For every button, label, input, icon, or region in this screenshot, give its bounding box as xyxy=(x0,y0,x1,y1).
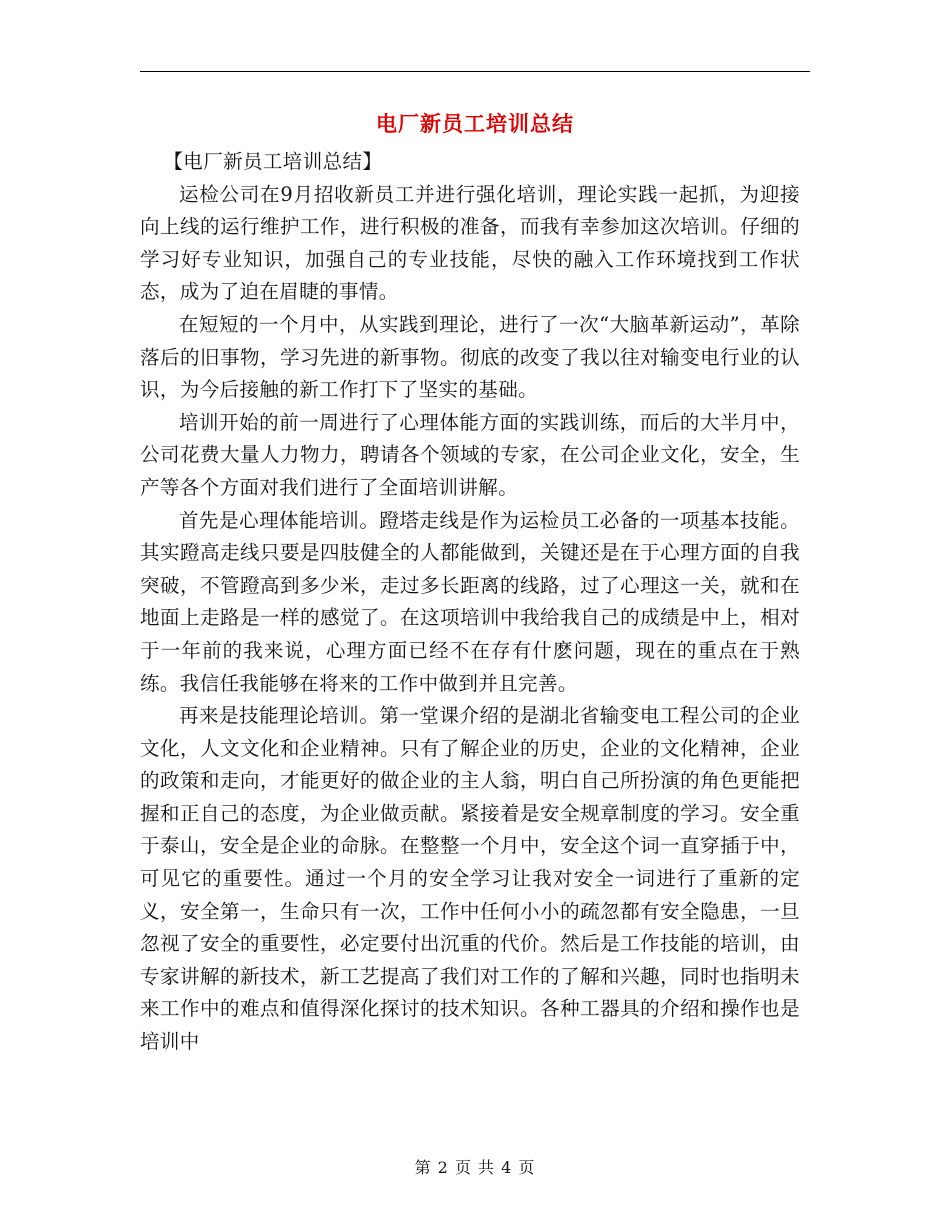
document-body xyxy=(140,146,800,1059)
header-rule xyxy=(140,71,810,72)
paragraph: 再来是技能理论培训。第一堂课介绍的是湖北省输变电工程公司的企业文化，人文文化和企业精神。只有了解企业的历史，企业的文化精神，企业的政策和走向，才能更好的做企业的主人翁，明白自己所扮演的角色更能把握和正自己的态度，为企业做贡献。紧接着是安全规章制度的学习。安全重于泰山，安全是企业的命脉。在整整一个月中，安全这个词一直穿插于中，可见它的重要性。通过一个月的安全学习让我对安全一词进行了重新的定义，安全第一，生命只有一次，工作中任何小小的疏忽都有安全隐患，一旦忽视了安全的重要性，必定要付出沉重的代价。然后是工作技能的培训，由专家讲解的新技术，新工艺提高了我们对工作的了解和兴趣，同时也指明未来工作中的难点和值得深化探讨的技术知识。各种工器具的介绍和操作也是培训中 xyxy=(140,704,800,1054)
page-number: 第 2 页 共 4 页 xyxy=(414,1158,536,1177)
document-title: 电厂新员工培训总结 xyxy=(376,111,574,136)
paragraph: 首先是心理体能培训。蹬塔走线是作为运检员工必备的一项基本技能。其实蹬高走线只要是四肢健全的人都能做到，关键还是在于心理方面的自我突破，不管蹬高到多少米，走过多长距离的线路，过了心理这一关，就和在地面上走路是一样的感觉了。在这项培训中我给我自己的成绩是中上，相对于一年前的我来说，心理方面已经不在存有什麽问题，现在的重点在于熟练。我信任我能够在将来的工作中做到并且完善。 xyxy=(140,508,800,695)
paragraph: 运检公司在9月招收新员工并进行强化培训，理论实践一起抓，为迎接向上线的运行维护工作，进行积极的准备，而我有幸参加这次培训。仔细的学习好专业知识，加强自己的专业技能，尽快的融入工作环境找到工作状态，成为了迫在眉睫的事情。 xyxy=(140,182,800,304)
section-heading: 【电厂新员工培训总结】 xyxy=(163,150,383,173)
paragraph: 培训开始的前一周进行了心理体能方面的实践训练，而后的大半月中，公司花费大量人力物力，聘请各个领域的专家，在公司企业文化，安全，生产等各个方面对我们进行了全面培训讲解。 xyxy=(140,410,800,499)
paragraph: 在短短的一个月中，从实践到理论，进行了一次“大脑革新运动”，革除落后的旧事物，学习先进的新事物。彻底的改变了我以往对输变电行业的认识，为今后接触的新工作打下了坚实的基础。 xyxy=(140,312,800,402)
